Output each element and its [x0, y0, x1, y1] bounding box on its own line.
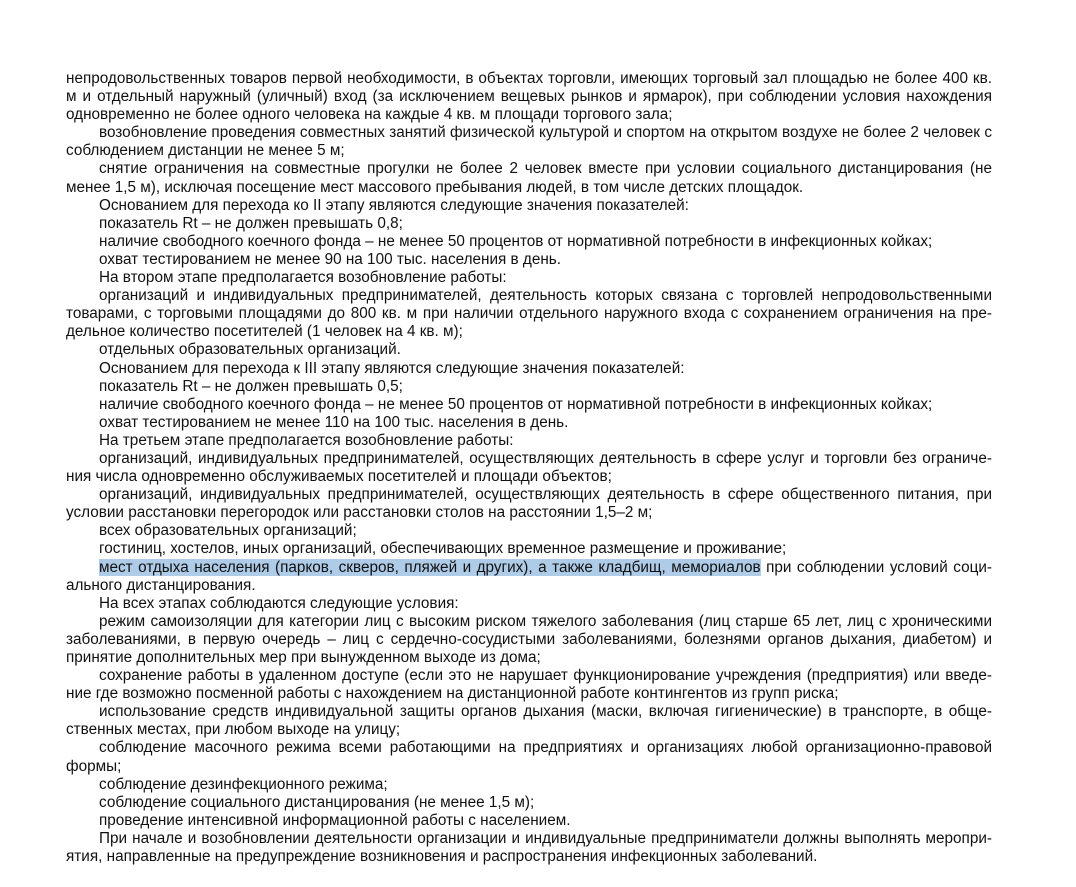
paragraph: организаций, индивидуальных предпринимателей, осуществляющих деятельность в сфере общественного питания, при условии расстановки перегородок или расстановки столов на расстоянии 1,5–2 м; — [66, 486, 992, 522]
paragraph: На всех этапах соблюдаются следующие условия: — [99, 594, 459, 612]
paragraph-text: при соблюдении условий социального дистанцирования. — [66, 558, 992, 594]
paragraph: показатель Rt – не должен превышать 0,5; — [99, 377, 403, 395]
paragraph: проведение интенсивной информационной работы с населением. — [99, 811, 571, 829]
paragraph: наличие свободного коечного фонда – не менее 50 процентов от нормативной потребности в инфекционных койках; — [99, 395, 933, 413]
paragraph: наличие свободного коечного фонда – не менее 50 процентов от нормативной потребности в инфекционных койках; — [99, 232, 933, 250]
document-body — [66, 70, 992, 866]
paragraph: показатель Rt – не должен превышать 0,8; — [99, 214, 403, 232]
paragraph — [66, 559, 992, 595]
paragraph: охват тестированием не менее 90 на 100 тыс. населения в день. — [99, 250, 562, 268]
paragraph: соблюдение социального дистанцирования (не менее 1,5 м); — [99, 793, 535, 811]
paragraph: использование средств индивидуальной защиты органов дыхания (маски, включая гигиенические) в транспорте, в общественных местах, при любом выходе на улицу; — [66, 703, 992, 739]
paragraph: Основанием для перехода к III этапу являются следующие значения показателей: — [99, 359, 685, 377]
paragraph: организаций, индивидуальных предпринимателей, осуществляющих деятельность в сфере услуг и торговли без ограничения числа одновременно обслуживаемых посетителей и площади объектов; — [66, 449, 992, 486]
paragraph: непродовольственных товаров первой необходимости, в объектах торговли, имеющих торговый зал площадью не более 400 кв. м и отдельный наружный (уличный) вход (за исключением вещевых рынков и ярмарок), при соблюдении условия нахождения одновременно не более одного человека на каждые 4 кв. м площади торгового зала; — [66, 70, 992, 124]
paragraph: возобновление проведения совместных занятий физической культурой и спортом на открытом воздухе не более 2 человек с соблюдением дистанции не менее 5 м; — [66, 124, 992, 160]
paragraph: всех образовательных организаций; — [99, 522, 357, 540]
paragraph: охват тестированием не менее 110 на 100 тыс. населения в день. — [99, 413, 569, 431]
paragraph: При начале и возобновлении деятельности организации и индивидуальные предприниматели должны выполнять мероприятия, направленные на предупреждение возникновения и распространения инфекционных заболеваний. — [66, 829, 992, 866]
paragraph: На третьем этапе предполагается возобновление работы: — [99, 431, 514, 449]
paragraph: соблюдение масочного режима всеми работающими на предприятиях и организациях любой организационно-правовой формы; — [66, 739, 992, 775]
paragraph: отдельных образовательных организаций. — [99, 341, 401, 359]
paragraph: снятие ограничения на совместные прогулки не более 2 человек вместе при условии социального дистанцирования (не менее 1,5 м), исключая посещение мест массового пребывания людей, в том числе детских площадок. — [66, 160, 992, 196]
paragraph: режим самоизоляции для категории лиц с высоким риском тяжелого заболевания (лиц старше 65 лет, лиц с хроническими заболеваниями, в первую очередь – лиц с сердечно-сосудистыми заболеваниями, болезнями органов дыхания, диабетом) и принятие дополнительных мер при вынужденном выходе из дома; — [66, 612, 992, 666]
paragraph: соблюдение дезинфекционного режима; — [99, 775, 388, 793]
paragraph: гостиниц, хостелов, иных организаций, обеспечивающих временное размещение и проживание; — [99, 540, 787, 558]
paragraph: организаций и индивидуальных предпринимателей, деятельность которых связана с торговлей непродовольственными товарами, с торговыми площадями до 800 кв. м при наличии отдельного наружного входа с сохранением ограничения на предельное количество посетителей (1 человек на 4 кв. м); — [66, 287, 992, 341]
selected-text-highlight[interactable]: мест отдыха населения (парков, скверов, пляжей и других), а также кладбищ, мемориалов — [99, 558, 761, 576]
paragraph: На втором этапе предполагается возобновление работы: — [99, 269, 507, 287]
paragraph: сохранение работы в удаленном доступе (если это не нарушает функционирование учреждения (предприятия) или введение где возможно посменной работы с нахождением на дистанционной работе контингентов из групп риска; — [66, 667, 992, 703]
paragraph: Основанием для перехода ко II этапу являются следующие значения показателей: — [99, 196, 689, 214]
